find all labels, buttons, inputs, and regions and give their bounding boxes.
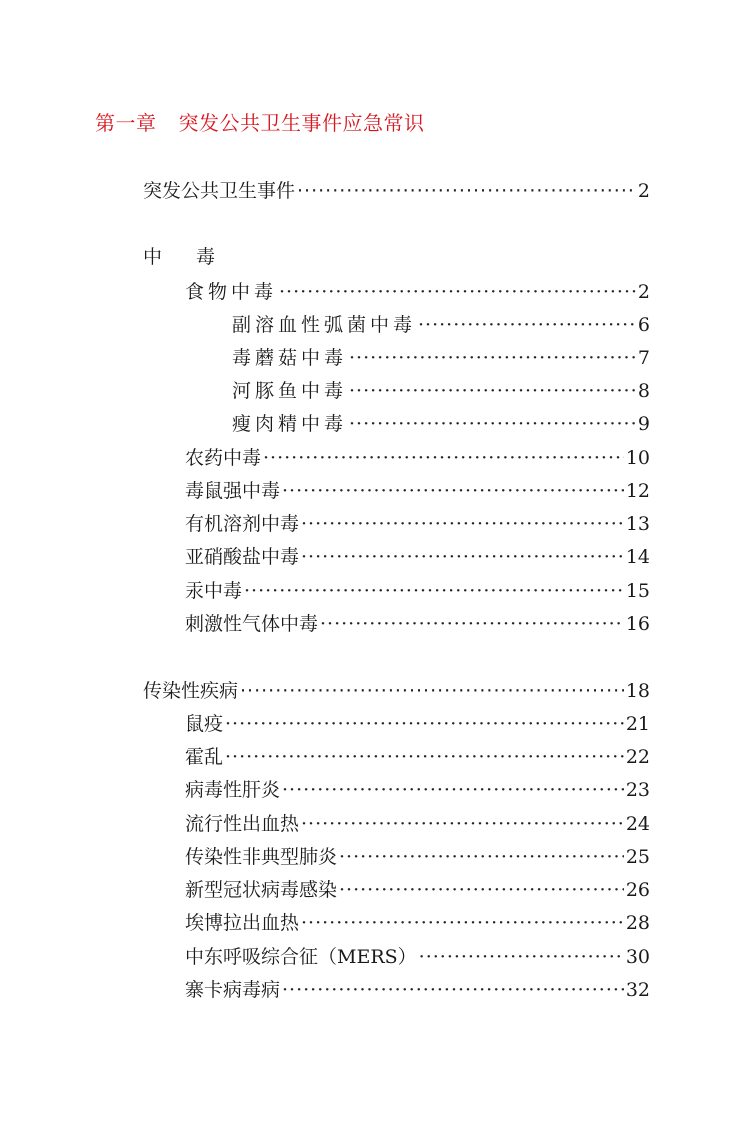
leader-dots xyxy=(349,413,636,435)
leader-dots xyxy=(418,314,636,336)
toc-entry[interactable] xyxy=(185,709,650,735)
chapter-number: 第一章 xyxy=(95,111,157,135)
toc-entry[interactable] xyxy=(232,376,650,402)
toc-entry-label: 汞中毒 xyxy=(185,580,243,602)
chapter-name: 突发公共卫生事件应急常识 xyxy=(178,111,425,135)
toc-entry[interactable] xyxy=(185,809,650,835)
toc-entry-label: 埃博拉出血热 xyxy=(185,912,300,934)
leader-dots xyxy=(339,879,624,901)
toc-entry[interactable] xyxy=(185,942,650,968)
leader-dots xyxy=(279,281,636,303)
leader-dots xyxy=(301,513,624,535)
toc-entry-page: 15 xyxy=(625,580,650,602)
toc-entry[interactable] xyxy=(185,908,650,934)
toc-entry-page: 9 xyxy=(637,413,650,435)
toc-entry-label: 突发公共卫生事件 xyxy=(143,180,296,202)
toc-entry[interactable] xyxy=(185,443,650,469)
toc-entry-page: 28 xyxy=(625,912,650,934)
toc-entry[interactable] xyxy=(185,509,650,535)
toc-entry-label: 寨卡病毒病 xyxy=(185,979,281,1001)
toc-entry-page: 6 xyxy=(637,314,650,336)
leader-dots xyxy=(301,813,624,835)
toc-entry-page: 16 xyxy=(625,613,650,635)
toc-entry-label: 传染性非典型肺炎 xyxy=(185,846,338,868)
leader-dots xyxy=(225,713,624,735)
toc-entry-page: 21 xyxy=(625,713,650,735)
toc-entry[interactable] xyxy=(185,609,650,635)
leader-dots xyxy=(349,347,636,369)
toc-entry[interactable] xyxy=(232,409,650,435)
leader-dots xyxy=(349,380,636,402)
toc-entry-label: 霍乱 xyxy=(185,746,224,768)
toc-entry-page: 22 xyxy=(625,746,650,768)
toc-entry-page: 2 xyxy=(637,180,650,202)
toc-entry-page: 14 xyxy=(625,546,650,568)
toc-entry-label: 病毒性肝炎 xyxy=(185,779,281,801)
toc-entry[interactable] xyxy=(185,576,650,602)
toc-entry-page: 7 xyxy=(637,347,650,369)
toc-entry[interactable] xyxy=(143,676,650,702)
section-heading: 中 毒 xyxy=(143,246,230,268)
leader-dots xyxy=(240,680,624,702)
toc-entry-page: 12 xyxy=(625,480,650,502)
leader-dots xyxy=(282,779,624,801)
toc-entry-label: 农药中毒 xyxy=(185,447,262,469)
leader-dots xyxy=(263,447,624,469)
leader-dots xyxy=(301,546,624,568)
toc-entry-label: 有机溶剂中毒 xyxy=(185,513,300,535)
toc-entry-page: 10 xyxy=(625,447,650,469)
toc-entry[interactable] xyxy=(185,775,650,801)
toc-entry[interactable] xyxy=(185,842,650,868)
toc-entry[interactable] xyxy=(232,310,650,336)
leader-dots xyxy=(282,480,624,502)
toc-entry-page: 26 xyxy=(625,879,650,901)
leader-dots xyxy=(301,912,624,934)
toc-entry[interactable] xyxy=(143,176,650,202)
toc-entry-label: 毒鼠强中毒 xyxy=(185,480,281,502)
chapter-title xyxy=(95,107,425,136)
toc-entry-label: 瘦肉精中毒 xyxy=(232,413,348,435)
toc-entry-page: 30 xyxy=(625,946,650,968)
toc-entry-page: 2 xyxy=(637,281,650,303)
toc-entry-label: 刺激性气体中毒 xyxy=(185,613,319,635)
toc-entry-label: 鼠疫 xyxy=(185,713,224,735)
leader-dots xyxy=(225,746,624,768)
toc-entry[interactable] xyxy=(185,742,650,768)
toc-entry-label: 传染性疾病 xyxy=(143,680,239,702)
toc-entry-label: 流行性出血热 xyxy=(185,813,300,835)
toc-entry[interactable] xyxy=(185,476,650,502)
leader-dots xyxy=(244,580,624,602)
toc-entry[interactable] xyxy=(185,542,650,568)
toc-entry-page: 18 xyxy=(625,680,650,702)
toc-entry-label: 毒蘑菇中毒 xyxy=(232,347,348,369)
toc-entry[interactable] xyxy=(185,277,650,303)
toc-entry[interactable] xyxy=(232,343,650,369)
leader-dots xyxy=(419,946,624,968)
toc-entry[interactable] xyxy=(185,975,650,1001)
toc-entry-page: 24 xyxy=(625,813,650,835)
toc-entry-page: 13 xyxy=(625,513,650,535)
toc-entry-page: 25 xyxy=(625,846,650,868)
toc-entry[interactable] xyxy=(185,875,650,901)
toc-entry-label: 新型冠状病毒感染 xyxy=(185,879,338,901)
toc-entry-page: 32 xyxy=(625,979,650,1001)
leader-dots xyxy=(339,846,624,868)
leader-dots xyxy=(320,613,624,635)
toc-entry-label: 亚硝酸盐中毒 xyxy=(185,546,300,568)
toc-entry-label: 副溶血性弧菌中毒 xyxy=(232,314,417,336)
toc-entry-label: 河豚鱼中毒 xyxy=(232,380,348,402)
toc-entry-page: 23 xyxy=(625,779,650,801)
toc-entry-page: 8 xyxy=(637,380,650,402)
leader-dots xyxy=(282,979,624,1001)
toc-entry-label: 中东呼吸综合征（MERS） xyxy=(185,946,417,968)
leader-dots xyxy=(297,180,636,202)
toc-entry-label: 食物中毒 xyxy=(185,281,278,303)
